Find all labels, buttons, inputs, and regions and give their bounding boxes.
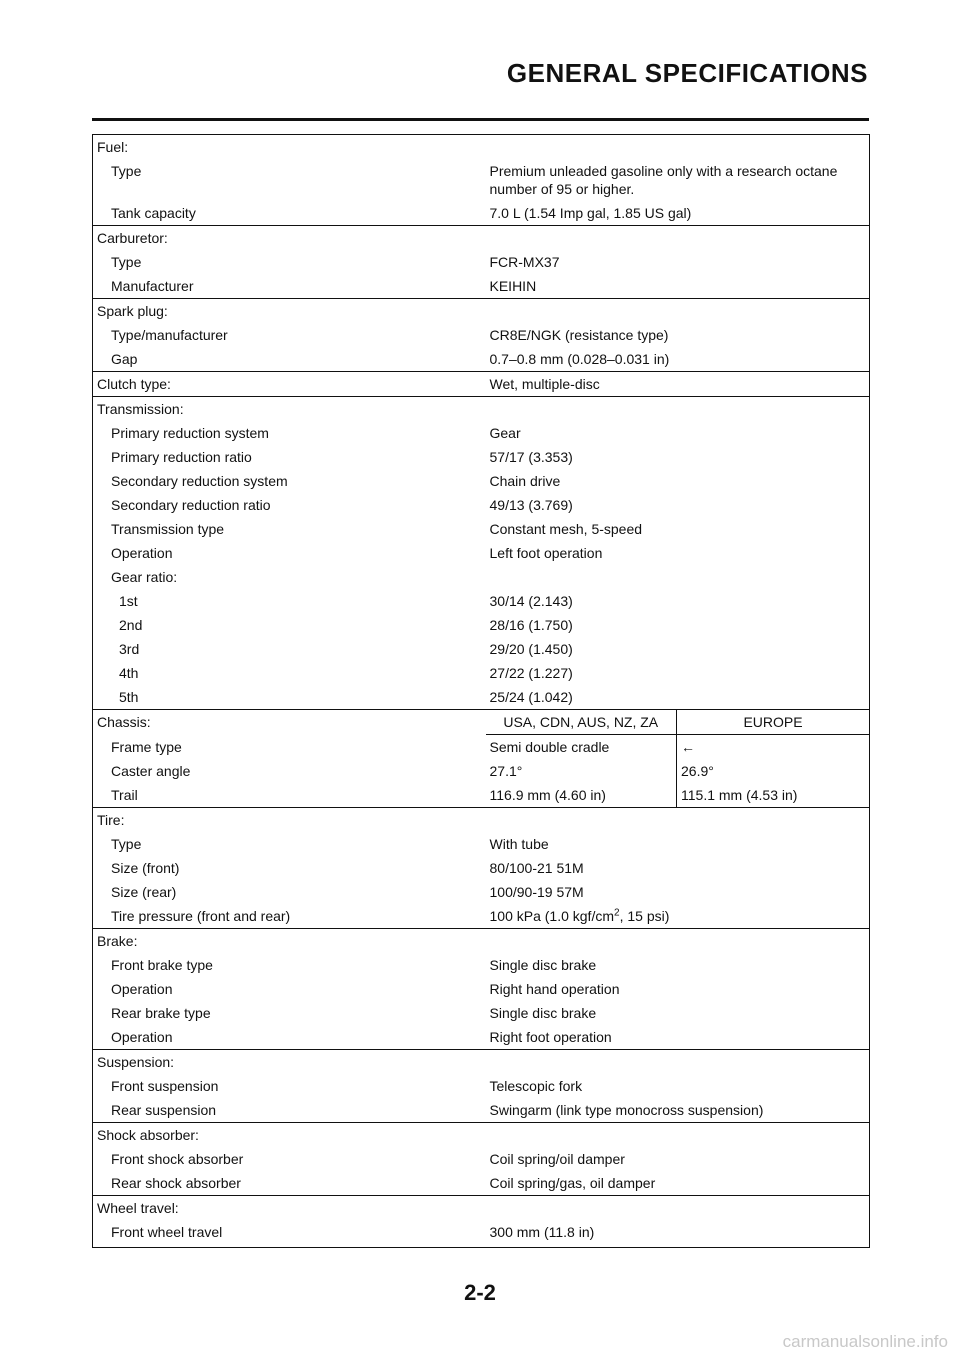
spec-value: 49/13 (3.769) (489, 497, 573, 513)
spec-value: Coil spring/oil damper (489, 1151, 625, 1167)
spec-value: 100/90-19 57M (489, 884, 584, 900)
section-spark-plug (93, 299, 870, 372)
spec-value: 25/24 (1.042) (489, 689, 573, 705)
spec-label: Operation (111, 545, 173, 561)
spec-label: Rear shock absorber (111, 1175, 241, 1191)
spec-label: Caster angle (111, 763, 191, 779)
spec-label: Tank capacity (111, 205, 196, 221)
section-heading: Chassis: (97, 714, 151, 730)
section-heading: Brake: (97, 933, 138, 949)
spec-value: 0.7–0.8 mm (0.028–0.031 in) (489, 351, 670, 367)
section-chassis (93, 710, 870, 808)
spec-label: Front suspension (111, 1078, 219, 1094)
page-number: 2-2 (464, 1280, 496, 1305)
spec-label: 2nd (119, 617, 143, 633)
section-heading: Clutch type: (97, 376, 171, 392)
spec-label: Front brake type (111, 957, 213, 973)
section-clutch (93, 372, 870, 397)
spec-label: 5th (119, 689, 139, 705)
spec-value: Right hand operation (489, 981, 620, 997)
spec-value: Right foot operation (489, 1029, 612, 1045)
spec-label: Type/manufacturer (111, 327, 228, 343)
spec-value: Left foot operation (489, 545, 603, 561)
spec-label: Tire pressure (front and rear) (111, 908, 291, 924)
spec-label: Primary reduction system (111, 425, 269, 441)
section-heading: Suspension: (97, 1054, 175, 1070)
section-heading: Tire: (97, 812, 125, 828)
spec-value: Telescopic fork (489, 1078, 583, 1094)
spec-value: 57/17 (3.353) (489, 449, 573, 465)
spec-label: Type (111, 836, 142, 852)
spec-value (486, 565, 870, 589)
section-suspension (93, 1050, 870, 1123)
section-transmission (93, 397, 870, 710)
spec-label: 3rd (119, 641, 140, 657)
spec-value: Coil spring/gas, oil damper (489, 1175, 656, 1191)
page-title: GENERAL SPECIFICATIONS (506, 58, 868, 88)
spec-value: With tube (489, 836, 549, 852)
watermark: carmanualsonline.info (782, 1332, 948, 1351)
section-heading: Wheel travel: (97, 1200, 179, 1216)
spec-label: Trail (111, 787, 138, 803)
section-shock-absorber (93, 1123, 870, 1196)
spec-label: Type (111, 254, 142, 270)
spec-value: Constant mesh, 5-speed (489, 521, 643, 537)
superscript: 2 (614, 907, 620, 919)
spec-label: Gear ratio: (111, 569, 178, 585)
spec-value: 27/22 (1.227) (489, 665, 573, 681)
section-heading: Spark plug: (97, 303, 168, 319)
spec-value: Single disc brake (489, 957, 597, 973)
spec-table (92, 134, 870, 1248)
section-fuel (93, 135, 870, 226)
spec-value: 80/100-21 51M (489, 860, 584, 876)
spec-label: Transmission type (111, 521, 225, 537)
spec-value: Chain drive (489, 473, 561, 489)
spec-label: Gap (111, 351, 138, 367)
spec-value: Gear (489, 425, 521, 441)
spec-value: 27.1° (489, 763, 523, 779)
spec-label: 4th (119, 665, 139, 681)
spec-value: Semi double cradle (489, 739, 610, 755)
spec-label: Secondary reduction system (111, 473, 288, 489)
spec-label: Operation (111, 1029, 173, 1045)
spec-value: Swingarm (link type monocross suspension) (489, 1102, 764, 1118)
section-heading: Fuel: (97, 139, 129, 155)
section-carburetor (93, 226, 870, 299)
spec-label: Secondary reduction ratio (111, 497, 271, 513)
spec-label: Rear suspension (111, 1102, 217, 1118)
spec-value: FCR-MX37 (489, 254, 560, 270)
spec-value: ← (677, 735, 870, 760)
section-heading: Shock absorber: (97, 1127, 199, 1143)
spec-value: Wet, multiple-disc (489, 376, 600, 392)
spec-value: CR8E/NGK (resistance type) (489, 327, 669, 343)
section-heading: Transmission: (97, 401, 184, 417)
spec-label: Rear brake type (111, 1005, 211, 1021)
spec-value: 300 mm (11.8 in) (489, 1224, 595, 1240)
title-rule (92, 118, 869, 121)
section-brake (93, 929, 870, 1050)
spec-label: Manufacturer (111, 278, 194, 294)
spec-label: Frame type (111, 738, 182, 755)
spec-value: 28/16 (1.750) (489, 617, 573, 633)
spec-value (486, 904, 870, 929)
spec-value: 115.1 mm (4.53 in) (677, 783, 870, 808)
region-header-usa: USA, CDN, AUS, NZ, ZA (486, 710, 677, 735)
spec-label: Primary reduction ratio (111, 449, 252, 465)
spec-value: KEIHIN (489, 278, 537, 294)
spec-label: 1st (119, 593, 138, 609)
spec-label: Front shock absorber (111, 1151, 244, 1167)
spec-label: Front wheel travel (111, 1224, 223, 1240)
section-heading: Carburetor: (97, 230, 168, 246)
spec-value: Single disc brake (489, 1005, 597, 1021)
region-header-europe: EUROPE (677, 710, 870, 735)
spec-value: 7.0 L (1.54 Imp gal, 1.85 US gal) (489, 205, 692, 221)
spec-label: Type (111, 163, 142, 179)
section-wheel-travel (93, 1196, 870, 1248)
spec-value: 29/20 (1.450) (489, 641, 573, 657)
spec-value: 116.9 mm (4.60 in) (489, 787, 606, 803)
tire-pressure-tail: , 15 psi) (619, 908, 670, 924)
spec-value: Premium unleaded gasoline only with a research octane number of 95 or higher. (489, 163, 838, 197)
section-tire (93, 808, 870, 929)
spec-label: Operation (111, 981, 173, 997)
spec-value: 26.9° (677, 759, 870, 783)
tire-pressure-text: 100 kPa (1.0 kgf/cm (489, 908, 615, 924)
spec-value: 30/14 (2.143) (489, 593, 573, 609)
spec-label: Size (rear) (111, 884, 177, 900)
spec-label: Size (front) (111, 860, 180, 876)
